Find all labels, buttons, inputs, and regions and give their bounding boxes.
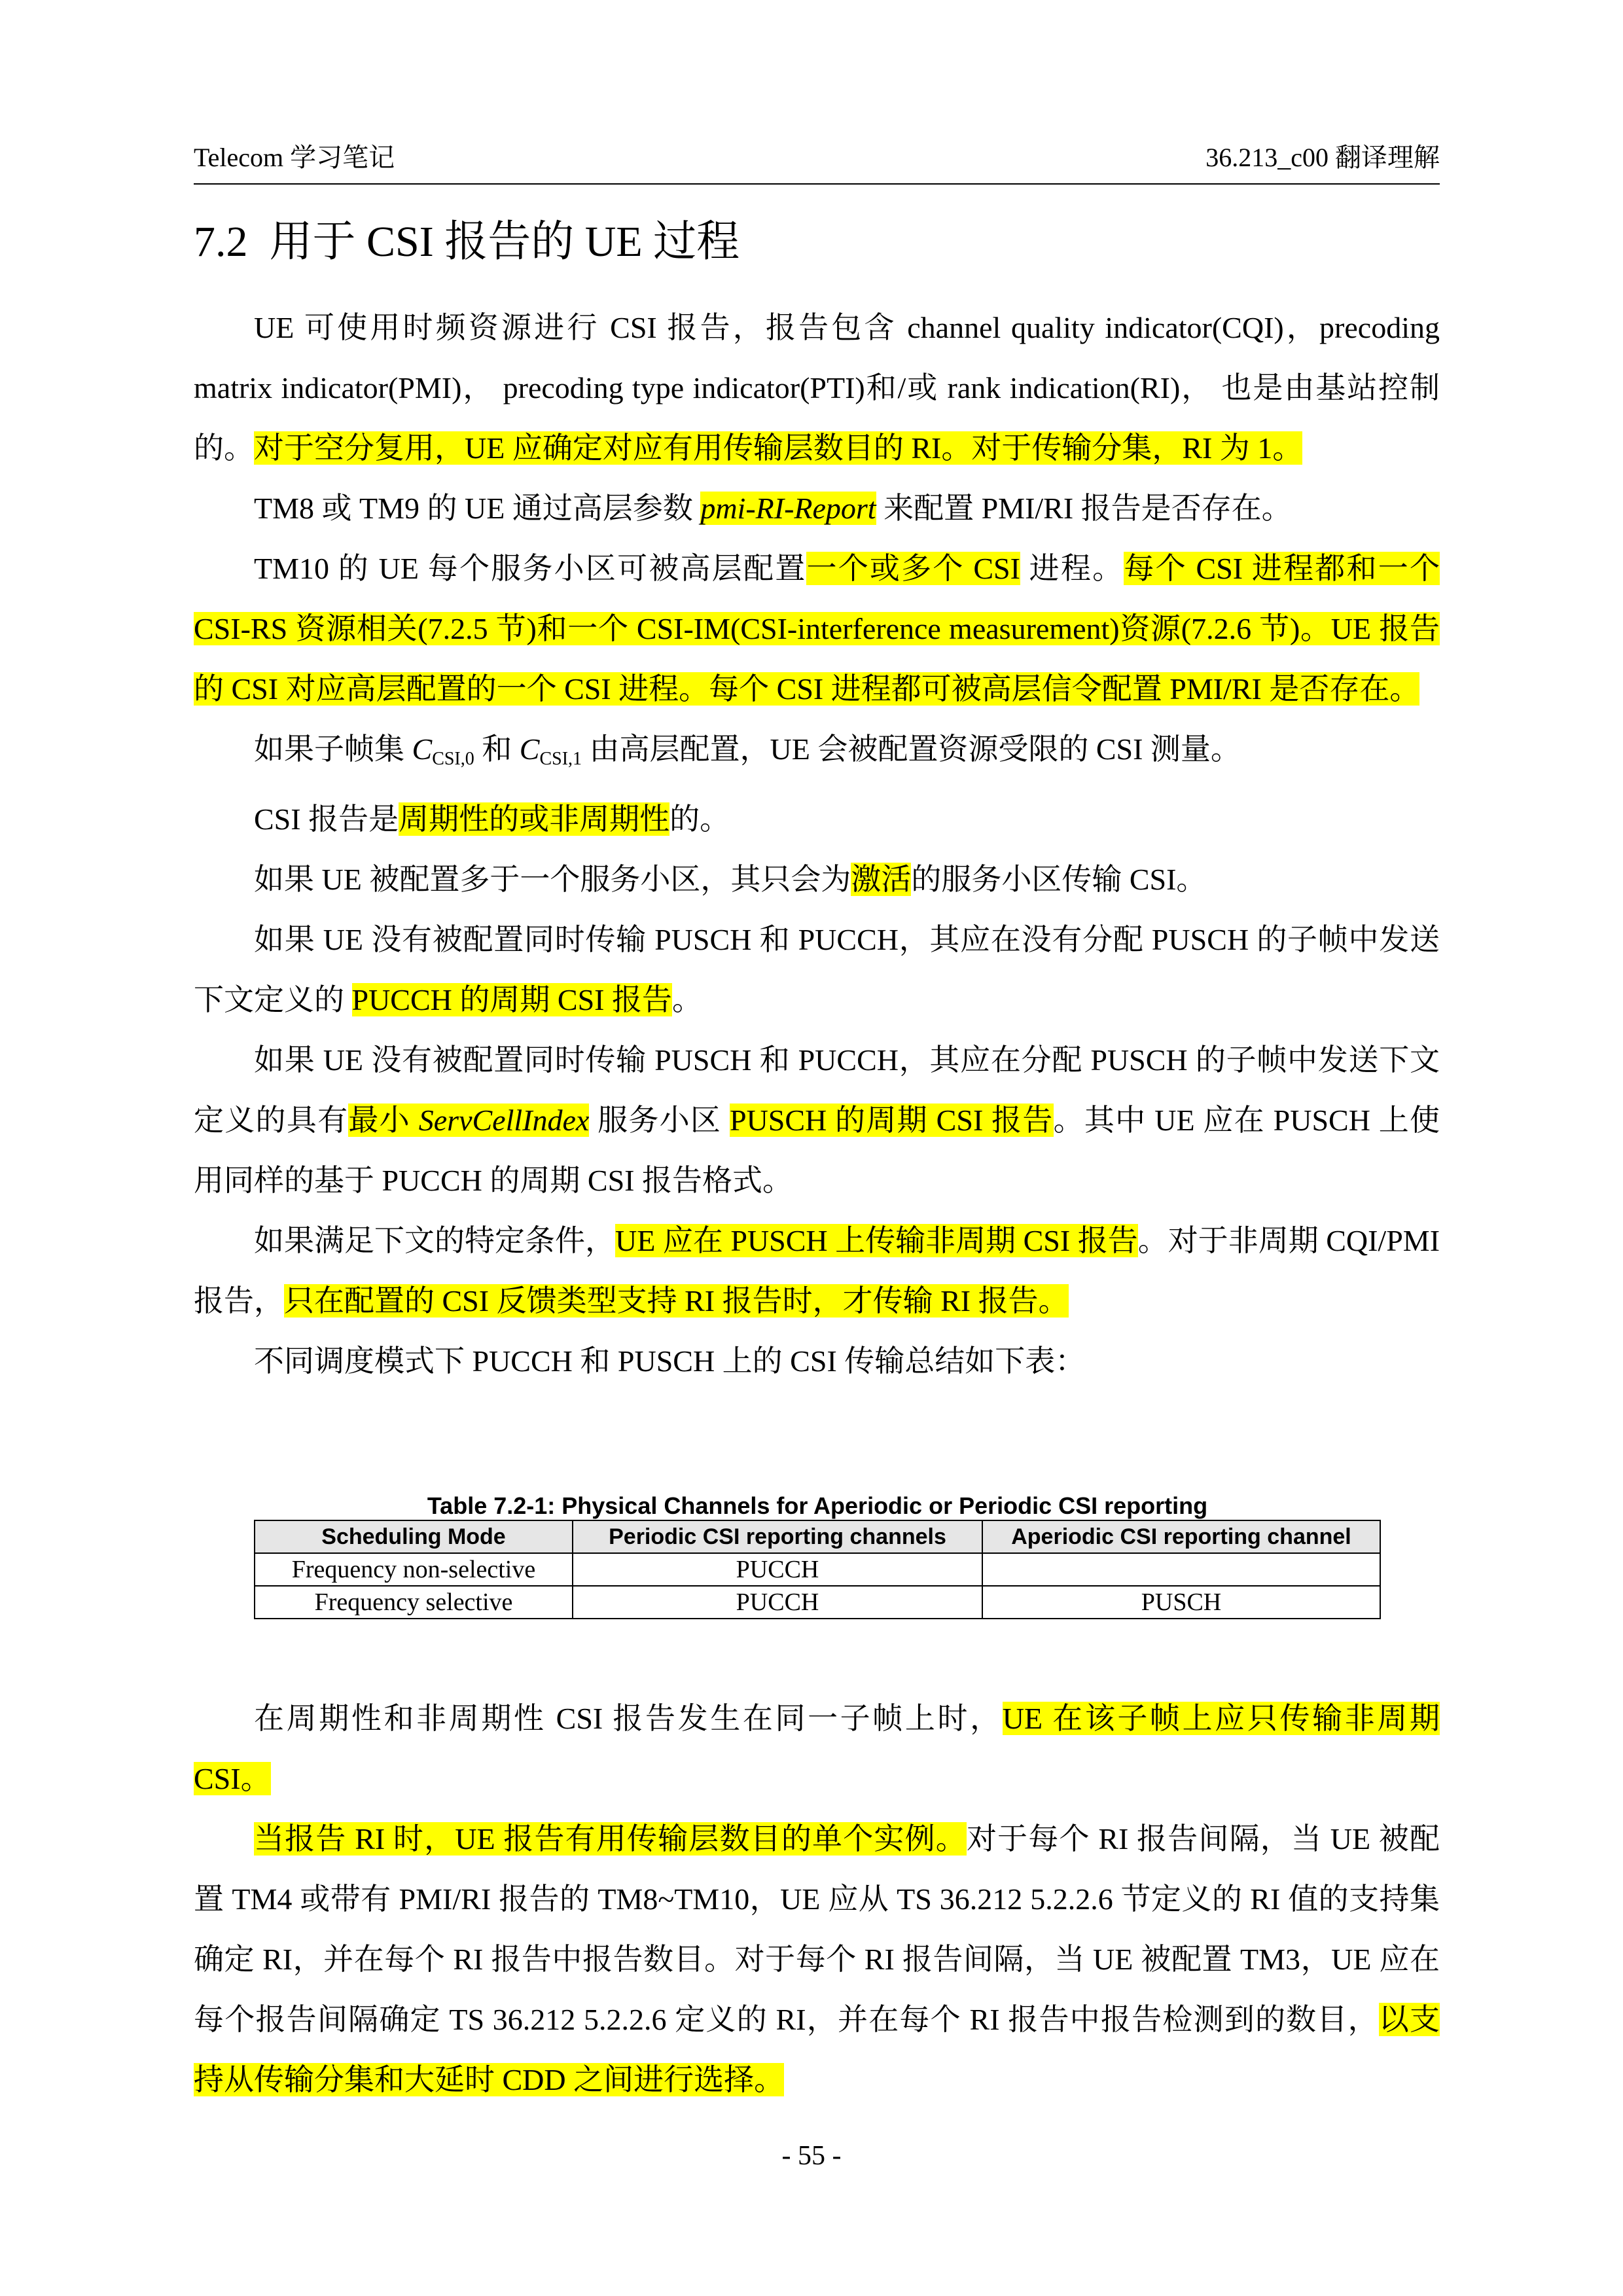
table-caption: Table 7.2-1: Physical Channels for Aperiodic or Periodic CSI reporting xyxy=(427,1492,1208,1519)
highlight: PUSCH 的周期 CSI 报告 xyxy=(729,1103,1054,1137)
paragraph xyxy=(194,1030,1440,1211)
text-run: 由高层配置，UE 会被配置资源受限的 CSI 测量。 xyxy=(582,732,1241,766)
table-header-cell: Aperiodic CSI reporting channel xyxy=(982,1520,1380,1553)
highlight: UE 在该子帧上应只传输非周期 CSI。 xyxy=(194,1702,1440,1795)
highlight: 激活 xyxy=(851,863,912,896)
paragraph xyxy=(194,539,1440,719)
math-symbol: C xyxy=(412,732,433,766)
text-run: 不同调度模式下 PUCCH 和 PUSCH 上的 CSI 传输总结如下表： xyxy=(254,1344,1086,1378)
math-symbol: C xyxy=(519,732,540,766)
table-cell xyxy=(982,1553,1380,1586)
highlight: UE 应在 PUSCH 上传输非周期 CSI 报告 xyxy=(615,1224,1138,1257)
table-row xyxy=(255,1586,1380,1619)
text-run: CSI 报告是 xyxy=(254,802,399,836)
text-run: 的。 xyxy=(669,802,730,836)
table-cell: PUSCH xyxy=(982,1586,1380,1619)
paragraph xyxy=(194,789,1440,850)
text-run: 来配置 PMI/RI 报告是否存在。 xyxy=(876,492,1292,525)
paragraph xyxy=(194,1331,1440,1391)
page-number: - 55 - xyxy=(781,2141,842,2171)
paragraph xyxy=(194,478,1440,539)
text-run: 如果 UE 被配置多于一个服务小区，其只会为 xyxy=(254,863,851,896)
section-number: 7.2 xyxy=(194,218,248,266)
table-cell: Frequency non-selective xyxy=(255,1553,573,1586)
highlight: 只在配置的 CSI 反馈类型支持 RI 报告时，才传输 RI 报告。 xyxy=(284,1284,1069,1318)
header-left-text: Telecom 学习笔记 xyxy=(194,143,395,172)
highlight-parameter-name: ServCellIndex xyxy=(418,1103,590,1137)
table-header-cell: Periodic CSI reporting channels xyxy=(573,1520,982,1553)
text-run: 。对于非周期 CQI/PMI 报告， xyxy=(194,1224,1440,1318)
paragraph xyxy=(194,1211,1440,1331)
text-run: 和 xyxy=(474,732,520,766)
body-text-top xyxy=(194,298,1440,1391)
highlight: 最小 xyxy=(348,1103,419,1137)
text-run: 的服务小区传输 CSI。 xyxy=(911,863,1207,896)
text-run: 对于每个 RI 报告间隔，当 UE 被配置 TM4 或带有 PMI/RI 报告的 TM8~TM10，UE 应从 TS 36.212 5.2.2.6 节定义的 RI 值的支持集确定 RI，并在每个 RI 报告中报告数目。对于每个 RI 报告间隔，当 UE 被配置 TM3，UE 应在每个报告间隔确定 TS 36.212 5.2.2.6 定义的 RI，并在每个 RI 报告中报告检测到的数目， xyxy=(194,1822,1440,2036)
text-run: 进程。 xyxy=(1020,552,1124,585)
text-run: 。 xyxy=(671,983,702,1016)
paragraph xyxy=(194,1809,1440,2110)
section-title-text: 用于 CSI 报告的 UE 过程 xyxy=(269,218,740,266)
section-title xyxy=(194,216,740,268)
math-subscript: CSI,0 xyxy=(432,749,474,769)
math-subscript: CSI,1 xyxy=(539,749,582,769)
table-row xyxy=(255,1553,1380,1586)
paragraph xyxy=(194,719,1440,789)
paragraph xyxy=(194,910,1440,1030)
text-run: 如果子帧集 xyxy=(254,732,412,766)
page-header xyxy=(194,131,1440,185)
highlight: 一个或多个 CSI xyxy=(806,552,1020,585)
text-run: 服务小区 xyxy=(589,1103,730,1137)
header-right-text: 36.213_c00 翻译理解 xyxy=(1205,143,1440,172)
highlight: 每个 CSI 进程都和一个 CSI-RS 资源相关(7.2.5 节)和一个 CSI-IM(CSI-interference measurement)资源(7.2.6 节)。UE 报告的 CSI 对应高层配置的一个 CSI 进程。每个 CSI 进程都可被高层信令配置 PMI/RI 是否存在。 xyxy=(194,552,1440,706)
table-header-cell: Scheduling Mode xyxy=(255,1520,573,1553)
text-run: TM8 或 TM9 的 UE 通过高层参数 xyxy=(254,492,701,525)
table-cell: PUCCH xyxy=(573,1586,982,1619)
text-run: 如果 UE 没有被配置同时传输 PUSCH 和 PUCCH，其应在没有分配 PUSCH 的子帧中发送下文定义的 xyxy=(194,923,1440,1016)
table-header-row xyxy=(255,1520,1380,1553)
highlight: 以支持从传输分集和大延时 CDD 之间进行选择。 xyxy=(194,2003,1440,2096)
text-run: 如果 UE 没有被配置同时传输 PUSCH 和 PUCCH，其应在分配 PUSCH 的子帧中发送下文定义的具有 xyxy=(194,1043,1440,1137)
text-run: TM10 的 UE 每个服务小区可被高层配置 xyxy=(254,552,807,585)
body-text-bottom xyxy=(194,1689,1440,2110)
highlight-parameter-name: pmi-RI-Report xyxy=(700,492,876,525)
table-cell: PUCCH xyxy=(573,1553,982,1586)
table-cell: Frequency selective xyxy=(255,1586,573,1619)
text-run: UE 可使用时频资源进行 CSI 报告，报告包含 channel quality indicator(CQI)，precoding matrix indicator(PMI)， precoding type indicator(PTI)和/或 rank indication(RI)， 也是由基站控制的。 xyxy=(194,311,1440,465)
paragraph xyxy=(194,1689,1440,1809)
text-run: 如果满足下文的特定条件， xyxy=(254,1224,615,1257)
csi-channel-table-block xyxy=(254,1492,1381,1619)
highlight: PUCCH 的周期 CSI 报告 xyxy=(351,983,672,1016)
highlight: 对于空分复用，UE 应确定对应有用传输层数目的 RI。对于传输分集，RI 为 1。 xyxy=(254,431,1303,465)
text-run: 。其中 UE 应在 PUSCH 上使用同样的基于 PUCCH 的周期 CSI 报告格式。 xyxy=(194,1103,1440,1197)
highlight: 当报告 RI 时，UE 报告有用传输层数目的单个实例。 xyxy=(254,1822,967,1856)
csi-channel-table xyxy=(254,1520,1381,1619)
text-run: 在周期性和非周期性 CSI 报告发生在同一子帧上时， xyxy=(254,1702,1003,1735)
paragraph xyxy=(194,298,1440,478)
highlight: 周期性的或非周期性 xyxy=(399,802,670,836)
paragraph xyxy=(194,850,1440,910)
